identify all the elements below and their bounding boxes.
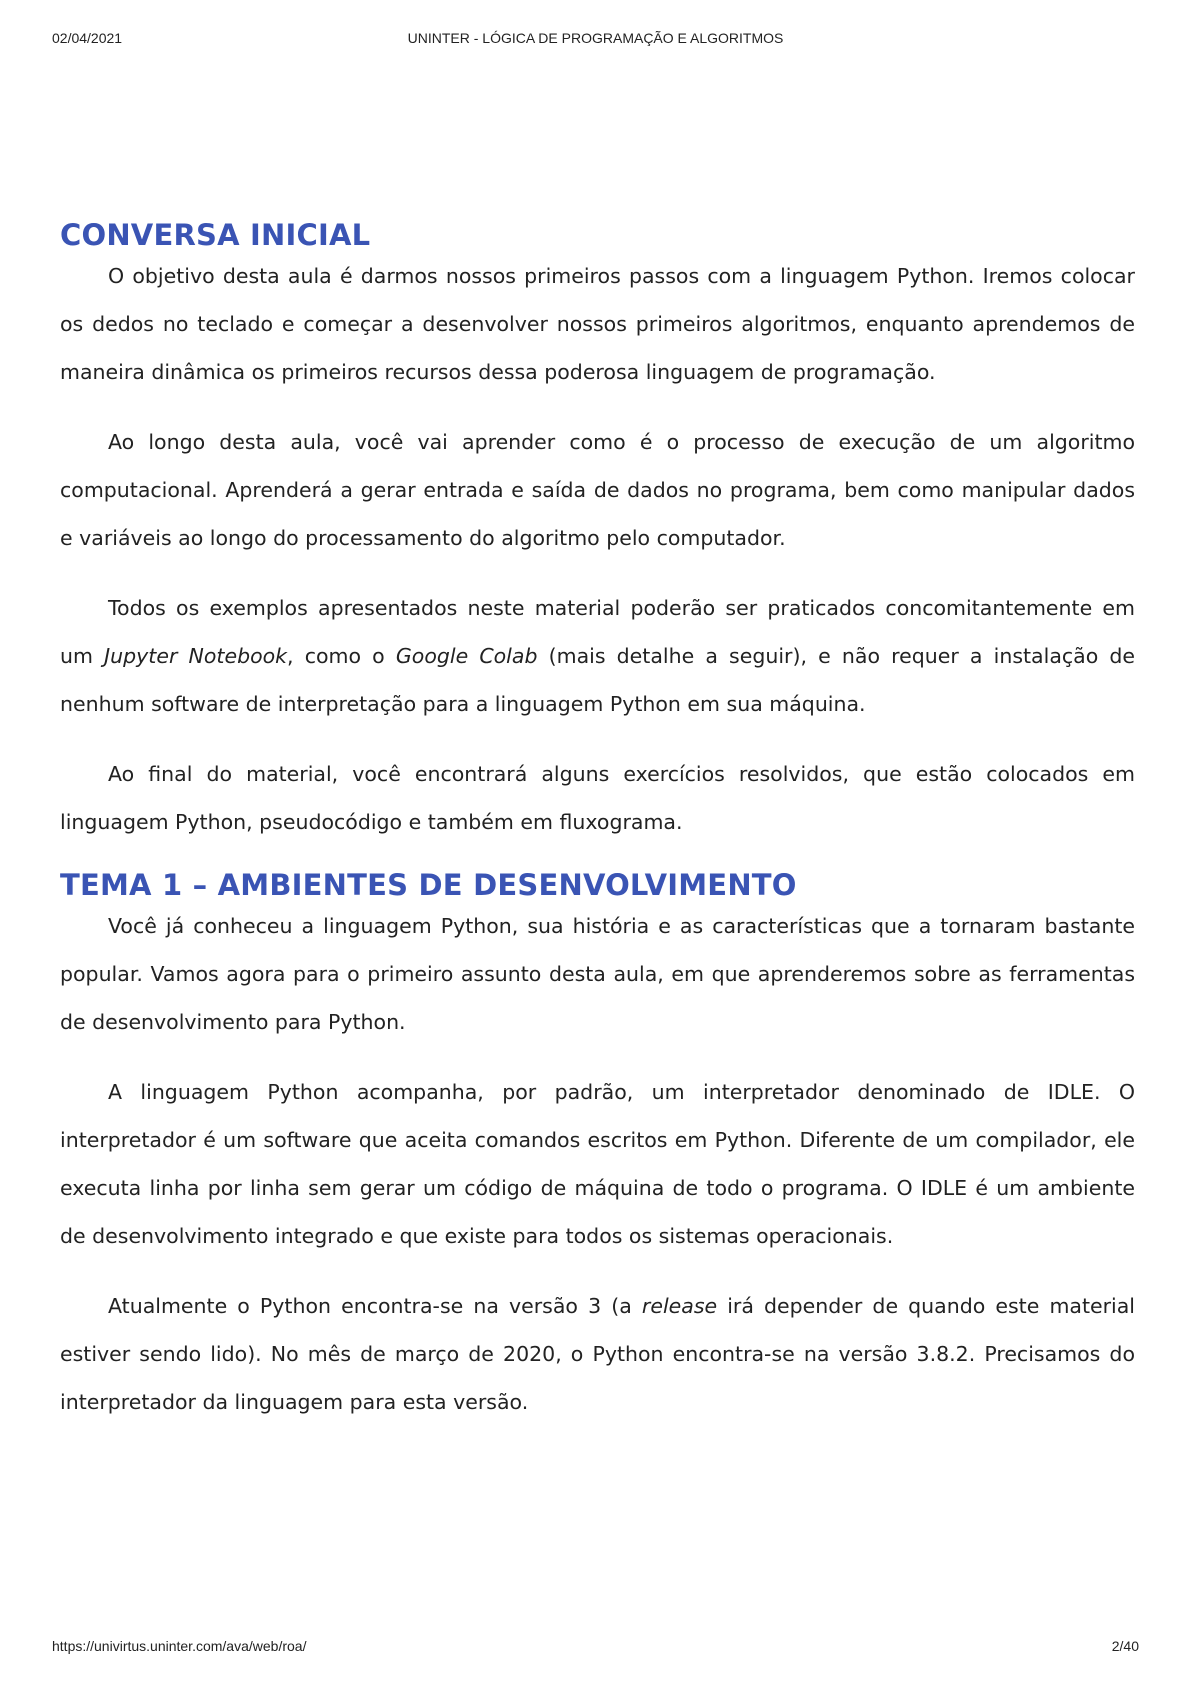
- paragraph: Você já conheceu a linguagem Python, sua história e as características que a tornaram bastante popular. Vamos agora para o primeiro assunto desta aula, em que aprenderemos sobre as ferramentas de desenvolvimento para Python.: [60, 914, 1135, 1034]
- print-url: https://univirtus.uninter.com/ava/web/roa/: [52, 1638, 307, 1654]
- paragraph: A linguagem Python acompanha, por padrão, um interpretador denominado de IDLE. O interpretador é um software que aceita comandos escritos em Python. Diferente de um compilador, ele executa linha por linha sem gerar um código de máquina de todo o programa. O IDLE é um ambiente de desenvolvimento integrado e que existe para todos os sistemas operacionais.: [60, 1080, 1135, 1248]
- emphasis-text: Google Colab: [395, 644, 538, 668]
- emphasis-text: Jupyter Notebook: [104, 644, 288, 668]
- paragraph-text: Atualmente o Python encontra-se na versão 3 (a: [108, 1294, 642, 1318]
- print-document-title: UNINTER - LÓGICA DE PROGRAMAÇÃO E ALGORITMOS: [407, 30, 784, 46]
- paragraph: Ao final do material, você encontrará alguns exercícios resolvidos, que estão colocados em linguagem Python, pseudocódigo e também em fluxograma.: [60, 762, 1135, 834]
- paragraph-text: Todos os exemplos apresentados neste material poderão ser praticados concomitantemente em um: [60, 596, 1135, 668]
- emphasis-text: release: [641, 1294, 718, 1318]
- page-number: 2/40: [1111, 1638, 1139, 1654]
- print-footer: [0, 1638, 1191, 1658]
- paragraph: O objetivo desta aula é darmos nossos primeiros passos com a linguagem Python. Iremos colocar os dedos no teclado e começar a desenvolver nossos primeiros algoritmos, enquanto aprendemos de maneira dinâmica os primeiros recursos dessa poderosa linguagem de programação.: [60, 264, 1135, 384]
- document-body: [60, 218, 1135, 1448]
- paragraph: [60, 584, 1135, 728]
- section-title-conversa-inicial: CONVERSA INICIAL: [60, 218, 371, 252]
- paragraph-text: , como o: [287, 644, 396, 668]
- section-title-tema-1: TEMA 1 – AMBIENTES DE DESENVOLVIMENTO: [60, 868, 797, 902]
- paragraph: [60, 1282, 1135, 1426]
- paragraph: Ao longo desta aula, você vai aprender como é o processo de execução de um algoritmo computacional. Aprenderá a gerar entrada e saída de dados no programa, bem como manipular dados e variáveis ao longo do processamento do algoritmo pelo computador.: [60, 430, 1135, 550]
- print-date: 02/04/2021: [52, 30, 123, 46]
- print-header: [0, 30, 1191, 50]
- paragraph-text: irá depender de quando este material estiver sendo lido). No mês de março de 2020, o Python encontra-se na versão 3.8.2. Precisamos do interpretador da linguagem para esta versão.: [60, 1294, 1136, 1414]
- paragraph-text: (mais detalhe a seguir), e não requer a instalação de nenhum software de interpretação para a linguagem Python em sua máquina.: [60, 644, 1136, 716]
